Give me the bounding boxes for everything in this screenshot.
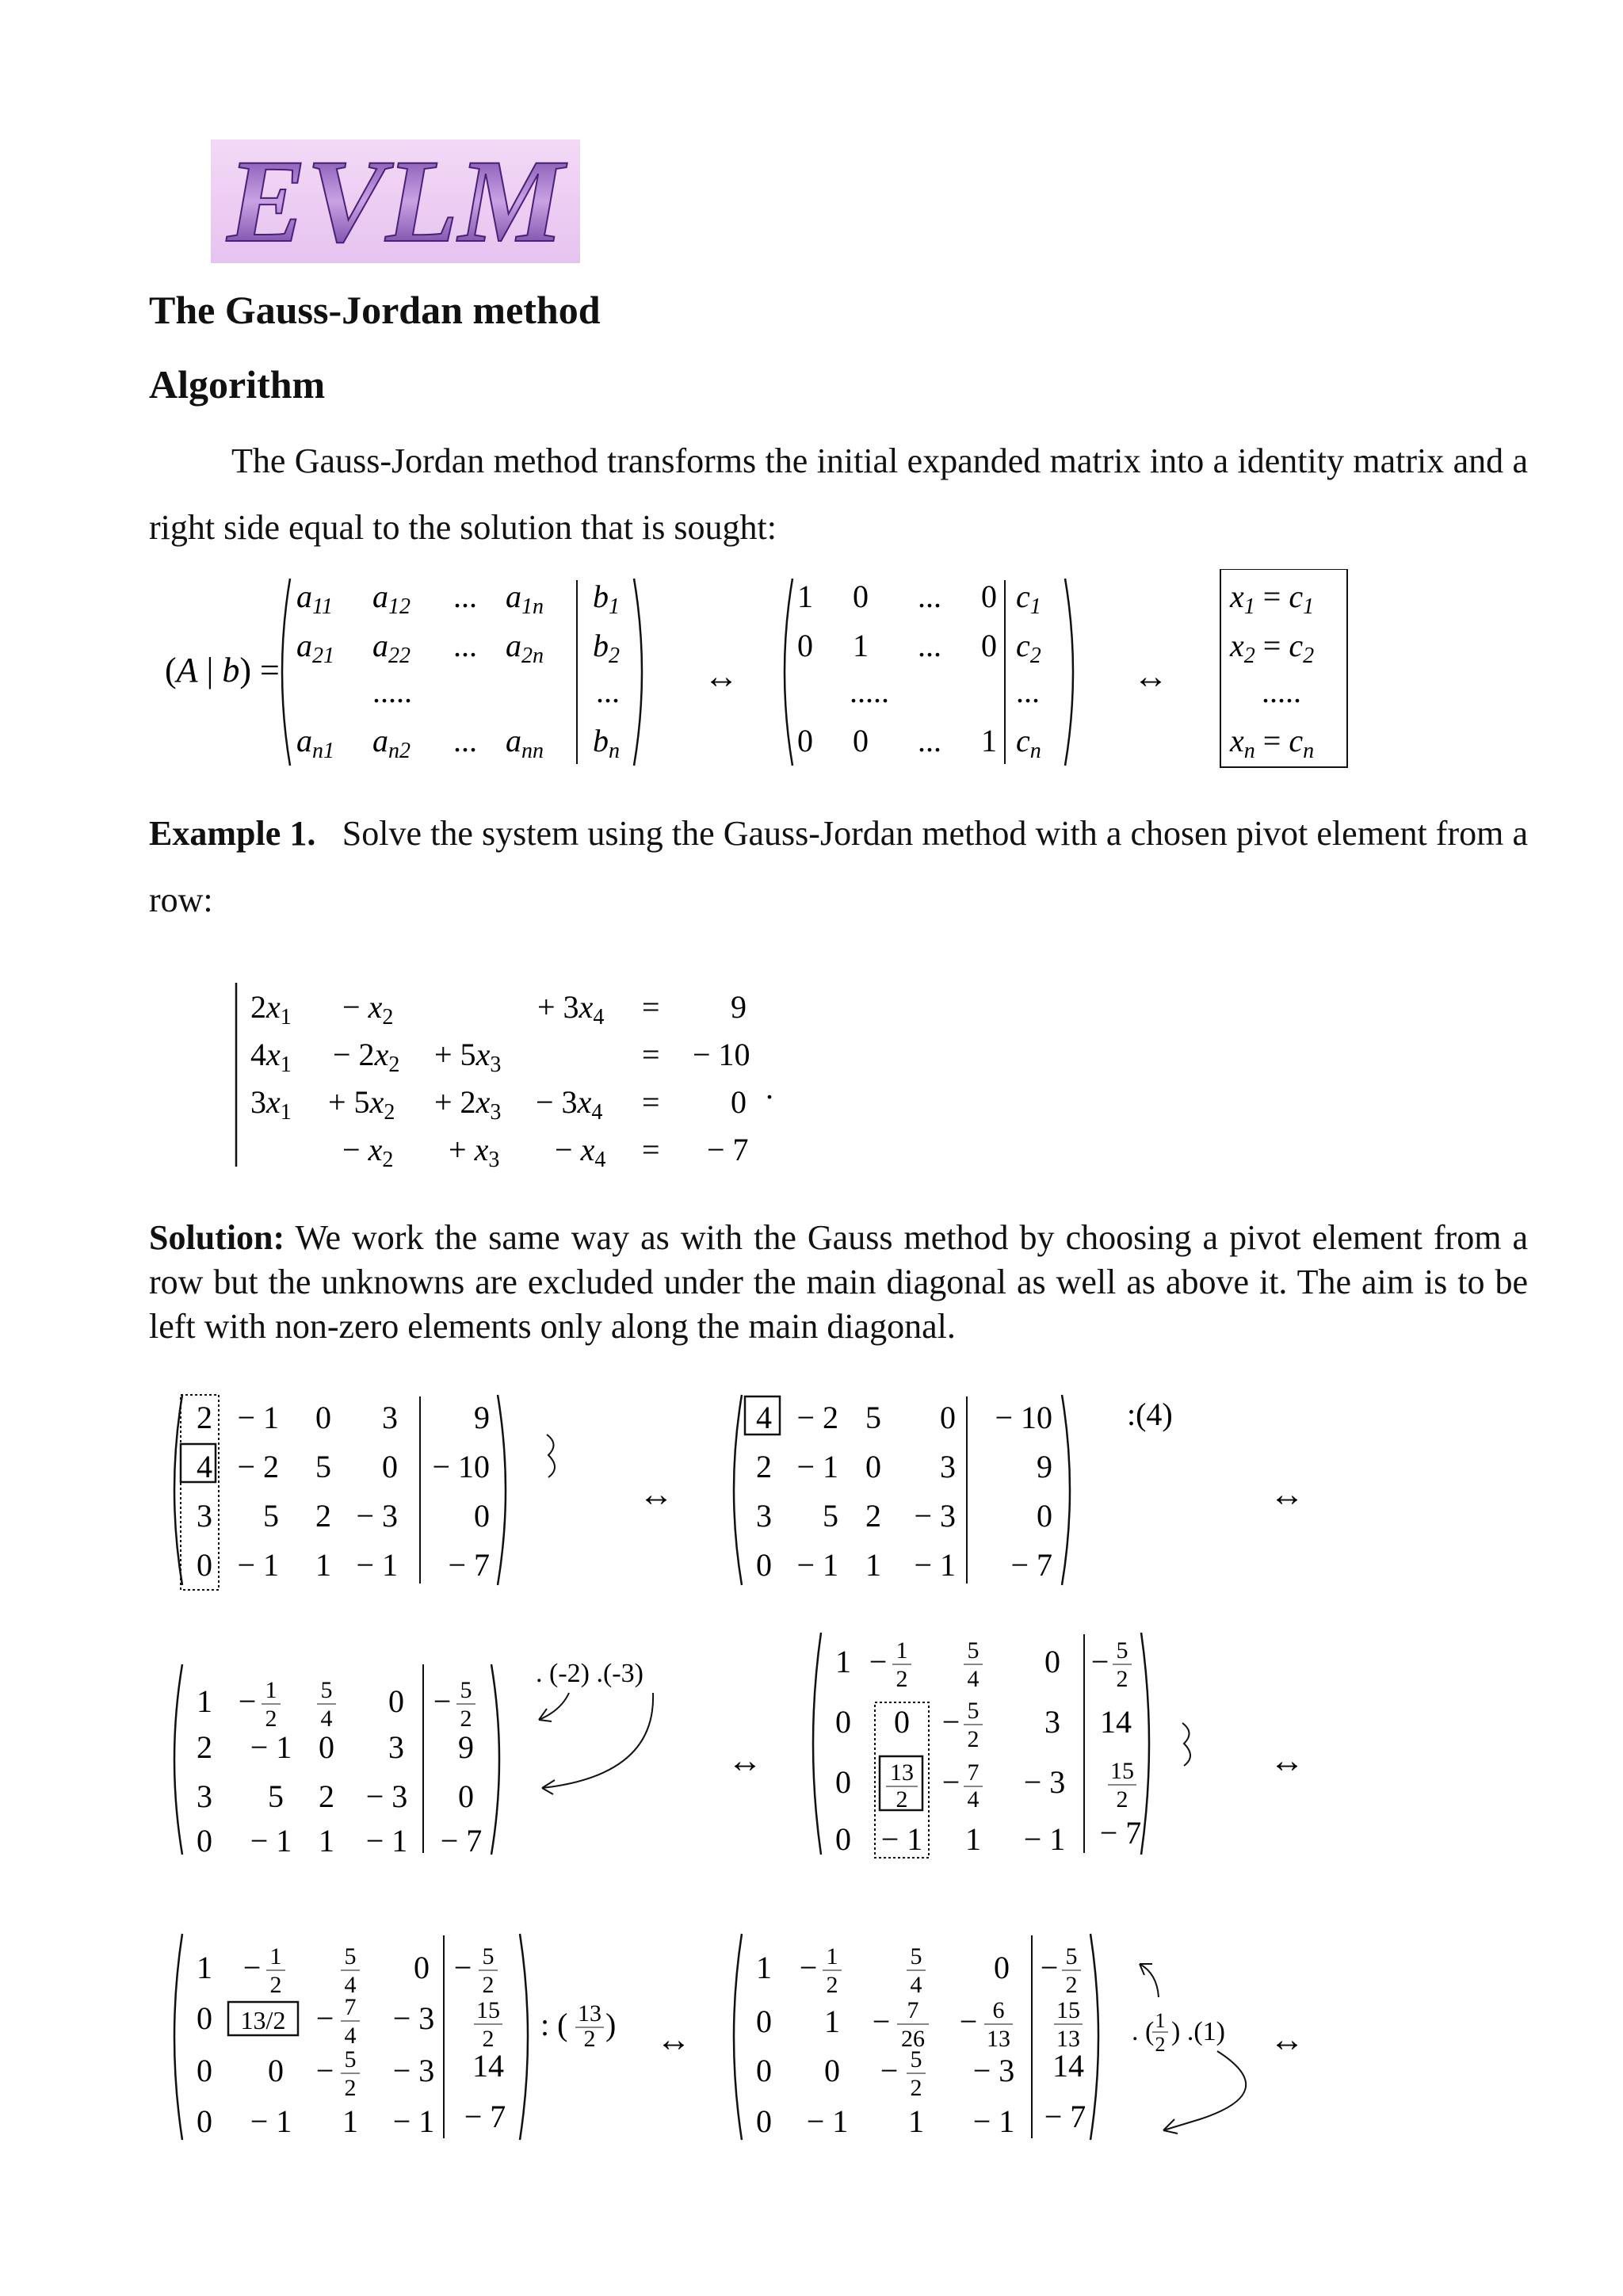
svg-text:−: − — [880, 2053, 899, 2088]
matrix-cell: 5 — [865, 1400, 881, 1435]
svg-text:− 7: − 7 — [440, 1823, 483, 1859]
svg-text:1: 1 — [319, 1823, 334, 1859]
svg-text:5: 5 — [967, 1637, 980, 1664]
svg-text:b2: $b_2$ — [593, 628, 620, 668]
matrix-step-6 — [734, 1934, 1098, 2140]
svg-text:− 3: − 3 — [392, 2053, 435, 2088]
matrix-cell: − 1 — [356, 1547, 398, 1583]
svg-text:4: 4 — [344, 2023, 357, 2049]
svg-text:a22: $a_{22}$ — [372, 628, 411, 668]
svg-text:− 7: − 7 — [707, 1132, 749, 1167]
matrix-step-3 — [174, 1664, 499, 1859]
matrix-cell: 9 — [474, 1400, 490, 1435]
linear-system — [230, 980, 800, 1170]
svg-text:2: 2 — [344, 2075, 357, 2101]
svg-text:− 10: − 10 — [693, 1037, 750, 1072]
svg-text:−: − — [959, 2004, 978, 2039]
svg-text:a2n: $a_{2n}$ — [506, 628, 544, 668]
svg-text:2: 2 — [1155, 2033, 1166, 2056]
svg-text:cn: $c_n$ — [1016, 723, 1041, 763]
matrix-cell: 3 — [382, 1400, 398, 1435]
svg-text:1: 1 — [853, 628, 869, 663]
svg-text:9: 9 — [731, 989, 747, 1025]
svg-text:9: 9 — [458, 1729, 474, 1765]
svg-text:7: 7 — [967, 1759, 980, 1786]
svg-text:5: 5 — [344, 1943, 357, 1969]
svg-text:0: 0 — [197, 1823, 212, 1859]
svg-text:3: 3 — [197, 1778, 212, 1814]
svg-text:c1: $c_1$ — [1016, 579, 1041, 619]
matrix-cell: − 1 — [237, 1547, 279, 1583]
svg-text:−: − — [1040, 1950, 1059, 1985]
svg-text:2: 2 — [1065, 1972, 1078, 1998]
svg-text:− 7: − 7 — [1044, 2099, 1086, 2134]
svg-text:0: 0 — [414, 1950, 430, 1985]
pivot-value: 13/2 — [240, 2006, 286, 2034]
svg-text:0: 0 — [197, 2103, 212, 2139]
svg-text:−: − — [941, 1704, 960, 1740]
svg-text:2: 2 — [896, 1666, 908, 1692]
svg-text:0: 0 — [197, 2000, 212, 2036]
svg-text:13: 13 — [1056, 2026, 1080, 2052]
svg-text:2: 2 — [1116, 1666, 1128, 1692]
svg-text:2: 2 — [910, 2075, 922, 2101]
svg-text:5: 5 — [460, 1677, 472, 1703]
svg-text:+ 3x4: + $3x_4$ — [537, 989, 605, 1030]
svg-text:x1 = c1: $x_1 = c_1$ — [1230, 579, 1315, 619]
svg-text:5: 5 — [967, 1698, 980, 1724]
matrix-step-5 — [174, 1934, 528, 2140]
matrix-cell: − 7 — [1010, 1547, 1052, 1583]
svg-text:2: 2 — [1116, 1786, 1128, 1813]
svg-text:0: 0 — [197, 2053, 212, 2088]
svg-text:0: 0 — [756, 2004, 772, 2039]
svg-text:4: 4 — [910, 1972, 922, 1998]
matrix-cell: 1 — [865, 1547, 881, 1583]
matrix-cell: − 1 — [914, 1547, 956, 1583]
general-form-equation — [149, 569, 1354, 775]
svg-text:1: 1 — [896, 1637, 908, 1664]
svg-text:0: 0 — [388, 1683, 404, 1719]
svg-text:: (: : ( — [540, 2007, 568, 2042]
svg-text:a11: $a_{11}$ — [296, 579, 333, 619]
svg-text:− 7: − 7 — [464, 2099, 506, 2134]
svg-text:0: 0 — [835, 1821, 851, 1857]
svg-text:2: 2 — [265, 1706, 277, 1732]
svg-text:0: 0 — [797, 628, 813, 663]
svg-text:− 1: − 1 — [250, 1729, 292, 1765]
intro-text: The Gauss-Jordan method transforms the initial expanded matrix into a identity matrix and a right side equal to the solution that is sought: — [149, 441, 1528, 547]
svg-text:0: 0 — [835, 1764, 851, 1800]
matrix-cell: 2 — [315, 1498, 331, 1534]
svg-text:4x1: $4x_1$ — [250, 1037, 292, 1077]
multiply-note: . (-2) .(-3) — [536, 1659, 643, 1688]
svg-text:x2 = c2: $x_2 = c_2$ — [1230, 628, 1315, 668]
augmented-matrix-label: (A | b) = — [165, 651, 280, 690]
equivalence-arrow-2: ↔ — [1133, 657, 1168, 696]
matrix-cell: 4 — [197, 1449, 212, 1484]
svg-text:.....: ..... — [372, 674, 412, 709]
arrow-3: ↔ — [727, 1741, 762, 1780]
svg-text:4: 4 — [967, 1786, 980, 1813]
svg-text:− 1: − 1 — [972, 2103, 1015, 2139]
multiply-note-2 — [1132, 2009, 1225, 2056]
matrix-cell: − 2 — [237, 1449, 279, 1484]
matrix-cell: 9 — [1037, 1449, 1052, 1484]
svg-text:− 7: − 7 — [1099, 1815, 1142, 1851]
intro-paragraph — [149, 428, 1528, 561]
svg-text:5: 5 — [344, 2046, 357, 2073]
matrix-cell: − 1 — [796, 1449, 838, 1484]
solution-label: Solution: — [149, 1218, 285, 1257]
svg-text:+ x3: + $x_3$ — [449, 1132, 500, 1170]
svg-text:bn: $b_n$ — [593, 723, 620, 763]
svg-text:1: 1 — [797, 579, 813, 614]
svg-text:− x4: − $x_4$ — [555, 1132, 606, 1170]
solution-values — [1229, 579, 1314, 763]
svg-text:26: 26 — [901, 2026, 925, 2052]
svg-text:−: − — [869, 1644, 888, 1679]
matrix-cell: − 1 — [237, 1400, 279, 1435]
svg-text:0: 0 — [824, 2053, 840, 2088]
svg-text:2: 2 — [967, 1726, 980, 1752]
svg-text:1: 1 — [265, 1677, 277, 1703]
step-row-1 — [149, 1379, 1528, 1601]
example-text: Solve the system using the Gauss-Jordan method with a chosen pivot element from a row: — [149, 814, 1528, 919]
swap-arrow-2 — [1182, 1723, 1190, 1766]
example-label: Example 1. — [149, 814, 316, 853]
arrow-4: ↔ — [1270, 1741, 1304, 1780]
example-paragraph — [149, 800, 1528, 934]
svg-text:+ 2x3: + $2x_3$ — [434, 1084, 502, 1125]
svg-text:− 1: − 1 — [806, 2103, 849, 2139]
svg-text:1: 1 — [342, 2103, 358, 2139]
arrow-1: ↔ — [639, 1475, 674, 1514]
svg-text:0: 0 — [797, 723, 813, 758]
svg-text:a12: $a_{12}$ — [372, 579, 411, 619]
svg-text:3x1: $3x_1$ — [250, 1084, 292, 1125]
logo — [211, 139, 580, 263]
svg-text:ann: $a_{nn}$ — [506, 723, 544, 763]
svg-text:b1: $b_1$ — [593, 579, 620, 619]
svg-text:2: 2 — [460, 1706, 472, 1732]
svg-text:3: 3 — [388, 1729, 404, 1765]
svg-text:2: 2 — [269, 1972, 282, 1998]
svg-text:0: 0 — [994, 1950, 1010, 1985]
svg-text:− 1: − 1 — [250, 1823, 292, 1859]
divide-note-2 — [540, 2000, 616, 2052]
svg-text:5: 5 — [910, 1943, 922, 1969]
svg-text:...: ... — [453, 579, 477, 614]
svg-text:− 1: − 1 — [392, 2103, 435, 2139]
svg-text:...: ... — [453, 723, 477, 758]
matrix-cell: − 3 — [356, 1498, 398, 1534]
arrow-6: ↔ — [1270, 2020, 1304, 2059]
svg-text:14: 14 — [1052, 2048, 1084, 2084]
matrix-cell: 5 — [263, 1498, 279, 1534]
step-row-3 — [149, 1918, 1528, 2156]
matrix-cell: − 2 — [796, 1400, 838, 1435]
svg-text:5: 5 — [910, 2046, 922, 2073]
svg-text:0: 0 — [853, 579, 869, 614]
svg-text:− 3: − 3 — [392, 2000, 435, 2036]
svg-text:− 1: − 1 — [250, 2103, 292, 2139]
svg-text:2: 2 — [482, 1972, 495, 1998]
svg-text:14: 14 — [472, 2048, 504, 2084]
svg-text:1: 1 — [981, 723, 997, 758]
svg-text:1: 1 — [1155, 2009, 1166, 2032]
svg-text:=: = — [642, 989, 660, 1025]
svg-text:−: − — [1090, 1644, 1109, 1679]
svg-text:5: 5 — [320, 1677, 333, 1703]
svg-text:+ 5x3: + $5x_3$ — [434, 1037, 502, 1077]
svg-text:0: 0 — [1044, 1644, 1060, 1679]
matrix-cell: 1 — [315, 1547, 331, 1583]
svg-text:13: 13 — [987, 2026, 1010, 2052]
divide-note: :(4) — [1127, 1396, 1173, 1432]
solution-text: We work the same way as with the Gauss method by choosing a pivot element from a row but the unknowns are excluded under the main diagonal as well as above it. The aim is to be left with non-zero elements only along the main diagonal. — [149, 1218, 1528, 1346]
svg-text:0: 0 — [756, 2103, 772, 2139]
svg-text:− 3x4: − $3x_4$ — [536, 1084, 603, 1125]
svg-text:a21: $a_{21}$ — [296, 628, 334, 668]
svg-text:−: − — [238, 1683, 257, 1719]
svg-text:3: 3 — [1044, 1704, 1060, 1740]
svg-text:1: 1 — [835, 1644, 851, 1679]
svg-text:−: − — [315, 2053, 334, 2088]
svg-text:6: 6 — [992, 1997, 1005, 2023]
svg-text:14: 14 — [1100, 1704, 1132, 1740]
matrix-step-2 — [734, 1395, 1070, 1585]
system-rows — [250, 989, 773, 1170]
svg-text:): ) — [605, 2007, 617, 2042]
svg-text:2: 2 — [896, 1786, 908, 1813]
svg-text:1: 1 — [965, 1821, 981, 1857]
svg-text:7: 7 — [907, 1997, 919, 2023]
svg-text:5: 5 — [1065, 1943, 1078, 1969]
svg-text:− 3: − 3 — [972, 2053, 1015, 2088]
svg-text:−: − — [433, 1683, 452, 1719]
svg-text:.....: ..... — [1262, 674, 1301, 709]
matrix-cell: 3 — [940, 1449, 956, 1484]
svg-text:5: 5 — [482, 1943, 495, 1969]
svg-text:2: 2 — [197, 1729, 212, 1765]
matrix-cell: − 10 — [432, 1449, 490, 1484]
svg-text:−: − — [242, 1950, 262, 1985]
svg-text:− 1: − 1 — [365, 1823, 408, 1859]
svg-text:...: ... — [596, 674, 620, 709]
svg-text:...: ... — [918, 723, 941, 758]
svg-text:13: 13 — [578, 2000, 601, 2027]
logo-text: EVLM — [227, 139, 564, 263]
svg-text:) .(1): ) .(1) — [1171, 2017, 1225, 2046]
svg-text:13: 13 — [890, 1759, 914, 1786]
svg-text:0: 0 — [981, 579, 997, 614]
matrix-cell: 0 — [382, 1449, 398, 1484]
matrix-cell: 2 — [197, 1400, 212, 1435]
svg-text:− x2: − $x_2$ — [342, 1132, 394, 1170]
svg-text:a1n: $a_{1n}$ — [506, 579, 544, 619]
svg-text:...: ... — [918, 628, 941, 663]
svg-text:4: 4 — [967, 1666, 980, 1692]
svg-text:. (: . ( — [1132, 2017, 1155, 2046]
svg-text:2: 2 — [826, 1972, 838, 1998]
svg-text:0: 0 — [894, 1704, 910, 1740]
matrix-cell: 3 — [756, 1498, 772, 1534]
svg-text:− 3: − 3 — [365, 1778, 408, 1814]
arrow-5: ↔ — [656, 2020, 691, 2059]
svg-text:xn = cn: $x_n = c_n$ — [1230, 723, 1315, 763]
svg-text:=: = — [642, 1132, 660, 1167]
svg-text:0: 0 — [853, 723, 869, 758]
matrix-a — [296, 579, 620, 763]
svg-text:− 3: − 3 — [1023, 1764, 1066, 1800]
svg-text:an1: $a_{n1}$ — [296, 723, 334, 763]
matrix-cell: 4 — [756, 1400, 772, 1435]
svg-text:−: − — [315, 2000, 334, 2036]
svg-text:+ 5x2: + $5x_2$ — [328, 1084, 395, 1125]
matrix-cell: − 7 — [448, 1547, 490, 1583]
svg-text:0: 0 — [319, 1729, 334, 1765]
svg-text:− x2: − $x_2$ — [342, 989, 394, 1030]
equivalence-arrow: ↔ — [704, 657, 739, 696]
svg-text:=: = — [642, 1084, 660, 1120]
svg-text:0: 0 — [458, 1778, 474, 1814]
svg-text:7: 7 — [344, 1994, 357, 2020]
svg-text:.: . — [766, 1070, 773, 1106]
svg-text:2: 2 — [319, 1778, 334, 1814]
matrix-cell: 0 — [756, 1547, 772, 1583]
matrix-cell: 2 — [756, 1449, 772, 1484]
svg-text:15: 15 — [1110, 1758, 1134, 1784]
svg-text:...: ... — [453, 628, 477, 663]
svg-text:5: 5 — [1116, 1637, 1128, 1664]
svg-text:...: ... — [1016, 674, 1040, 709]
svg-text:− 1: − 1 — [880, 1821, 923, 1857]
matrix-cell: 0 — [1037, 1498, 1052, 1534]
svg-text:− 1: − 1 — [1023, 1821, 1066, 1857]
svg-text:1: 1 — [197, 1950, 212, 1985]
svg-text:1: 1 — [756, 1950, 772, 1985]
matrix-cell: − 3 — [914, 1498, 956, 1534]
svg-text:an2: $a_{n2}$ — [372, 723, 411, 763]
arrow-2: ↔ — [1270, 1475, 1304, 1514]
svg-text:0: 0 — [981, 628, 997, 663]
svg-text:5: 5 — [268, 1778, 284, 1814]
svg-text:4: 4 — [344, 1972, 357, 1998]
svg-text:0: 0 — [756, 2053, 772, 2088]
svg-text:...: ... — [918, 579, 941, 614]
svg-text:=: = — [642, 1037, 660, 1072]
svg-text:1: 1 — [197, 1683, 212, 1719]
matrix-cell: − 10 — [995, 1400, 1052, 1435]
svg-text:1: 1 — [826, 1943, 838, 1969]
matrix-cell: 3 — [197, 1498, 212, 1534]
matrix-step-4 — [813, 1633, 1190, 1858]
svg-text:2: 2 — [482, 2026, 495, 2052]
svg-text:−: − — [941, 1764, 960, 1800]
matrix-cell: 2 — [865, 1498, 881, 1534]
svg-text:−: − — [799, 1950, 818, 1985]
svg-text:0: 0 — [731, 1084, 747, 1120]
svg-text:1: 1 — [824, 2004, 840, 2039]
svg-text:4: 4 — [320, 1706, 333, 1732]
svg-text:−: − — [872, 2004, 891, 2039]
svg-text:2x1: $2x_1$ — [250, 989, 292, 1030]
matrix-cell: 0 — [940, 1400, 956, 1435]
svg-text:c2: $c_2$ — [1016, 628, 1041, 668]
section-heading: Algorithm — [149, 362, 326, 407]
svg-text:0: 0 — [835, 1704, 851, 1740]
step-row-2 — [149, 1617, 1528, 1870]
page-title: The Gauss-Jordan method — [149, 288, 601, 332]
matrix-cell: 0 — [474, 1498, 490, 1534]
svg-text:15: 15 — [476, 1997, 500, 2023]
swap-arrow — [547, 1435, 555, 1477]
svg-text:0: 0 — [268, 2053, 284, 2088]
svg-text:15: 15 — [1056, 1997, 1080, 2023]
matrix-cell: − 1 — [796, 1547, 838, 1583]
matrix-cell: 0 — [197, 1547, 212, 1583]
matrix-cell: 0 — [315, 1400, 331, 1435]
svg-text:−: − — [453, 1950, 472, 1985]
matrix-cell: 5 — [315, 1449, 331, 1484]
matrix-step-1 — [174, 1395, 555, 1590]
svg-text:1: 1 — [269, 1943, 282, 1969]
solution-paragraph — [149, 1216, 1528, 1349]
matrix-cell: 0 — [865, 1449, 881, 1484]
svg-text:2: 2 — [583, 2026, 596, 2052]
svg-text:1: 1 — [908, 2103, 924, 2139]
svg-text:.....: ..... — [850, 674, 889, 709]
matrix-cell: 5 — [823, 1498, 838, 1534]
svg-text:− 2x2: − $2x_2$ — [333, 1037, 400, 1077]
